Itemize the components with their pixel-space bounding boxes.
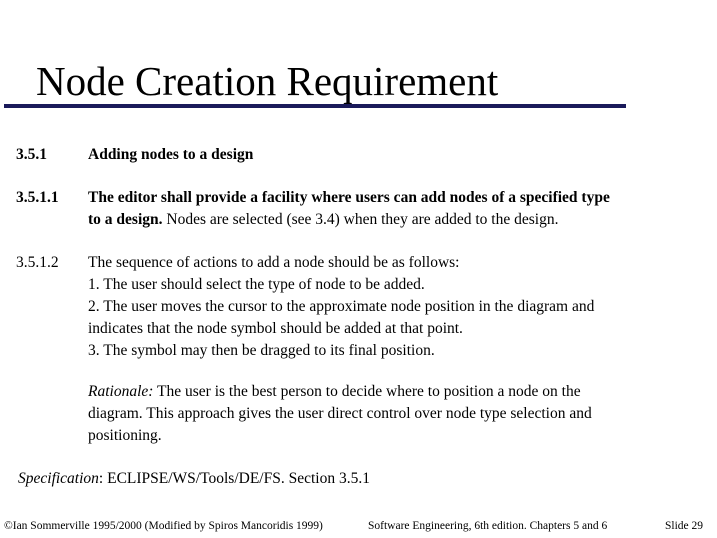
requirement-text <box>88 252 708 362</box>
requirement-number: 3.5.1.2 <box>16 254 59 271</box>
rationale-line <box>88 381 708 403</box>
requirement-text <box>88 187 708 231</box>
requirement-heading: Adding nodes to a design <box>88 146 254 163</box>
footer-slide-number: Slide 29 <box>665 520 704 532</box>
specification-label: Specification <box>18 470 99 487</box>
footer-copyright: ©Ian Sommerville 1995/2000 (Modified by Spiros Mancoridis 1999) <box>4 520 323 532</box>
rationale-line: positioning. <box>88 427 162 444</box>
requirement-text-line: The sequence of actions to add a node should be as follows: <box>88 254 460 271</box>
requirement-text-line: The editor shall provide a facility where users can add nodes of a specified type <box>88 189 610 206</box>
specification-text: : ECLIPSE/WS/Tools/DE/FS. Section 3.5.1 <box>98 470 370 487</box>
requirement-text-line: 1. The user should select the type of node to be added. <box>88 276 425 293</box>
title-underline <box>4 104 626 108</box>
requirement-text-line <box>88 209 708 231</box>
rationale-text: The user is the best person to decide where to position a node on the <box>153 383 581 400</box>
requirement-text-line: indicates that the node symbol should be added at that point. <box>88 320 463 337</box>
requirement-text-line: 2. The user moves the cursor to the approximate node position in the diagram and <box>88 298 595 315</box>
requirement-text-bold: to a design. <box>88 211 163 228</box>
requirement-text-normal: Nodes are selected (see 3.4) when they are added to the design. <box>162 211 559 228</box>
requirement-text-line: 3. The symbol may then be dragged to its final position. <box>88 342 435 359</box>
rationale-line: diagram. This approach gives the user direct control over node type selection and <box>88 405 592 422</box>
rationale-label: Rationale: <box>88 383 154 400</box>
slide-title: Node Creation Requirement <box>36 58 499 104</box>
footer-book: Software Engineering, 6th edition. Chapters 5 and 6 <box>368 520 608 532</box>
requirement-number: 3.5.1 <box>16 146 47 163</box>
requirement-number: 3.5.1.1 <box>16 189 59 206</box>
rationale <box>88 381 708 447</box>
specification <box>18 468 370 490</box>
